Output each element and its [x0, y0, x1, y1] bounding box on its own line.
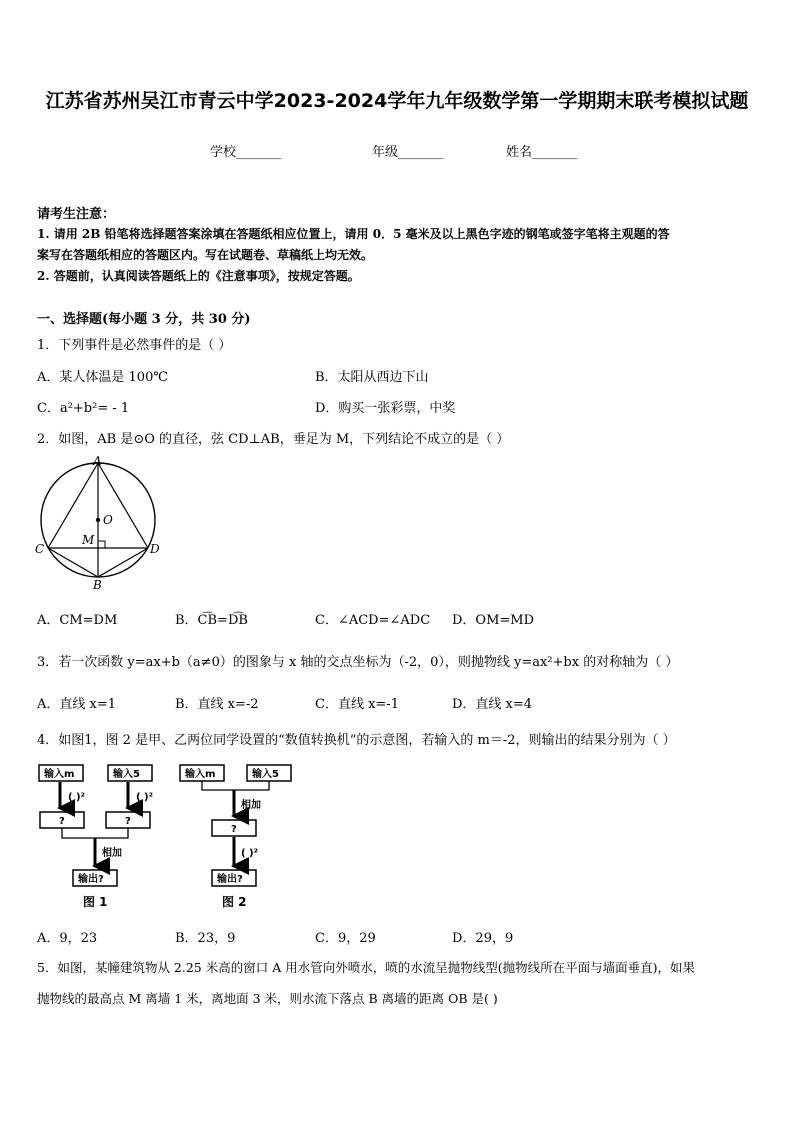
- q5-line-2: 抛物线的最高点 M 离墙 1 米，离地面 3 米，则水流下落点 B 离墙的距离 OB 是( ): [37, 991, 498, 1006]
- fig1-input-5-label: 输入5: [113, 769, 140, 780]
- page-title: 江苏省苏州吴江市青云中学2023-2024学年九年级数学第一学期期末联考模拟试题: [45, 90, 749, 112]
- fig1-input-m-label: 输入m: [44, 769, 75, 780]
- fig2-caption: 图 2: [222, 895, 247, 909]
- center-point: [96, 518, 100, 522]
- label-o: O: [103, 513, 113, 527]
- segment-ad: [98, 463, 148, 548]
- q1-option-b: B．太阳从西边下山: [315, 370, 429, 385]
- fig1-caption: 图 1: [83, 895, 108, 909]
- label-m: M: [82, 533, 95, 547]
- circle-figure: [30, 452, 170, 592]
- fig2-q: ?: [231, 824, 237, 835]
- q1-option-d: D．购买一张彩票，中奖: [315, 401, 456, 416]
- fig2-square: ( )²: [241, 848, 259, 859]
- segment-db: [98, 548, 148, 577]
- flowchart-figure: [36, 762, 296, 914]
- q2-stem: 2．如图，AB 是⊙O 的直径，弦 CD⊥AB，垂足为 M，下列结论不成立的是（ ）: [37, 432, 510, 447]
- q4-option-b: B．23，9: [175, 931, 236, 946]
- grade-field: 年级_______: [372, 145, 444, 160]
- fig2-input-m-label: 输入m: [185, 769, 216, 780]
- q4-option-d: D．29，9: [452, 931, 514, 946]
- school-field: 学校_______: [210, 145, 282, 160]
- fig2-output-label: 输出?: [217, 874, 243, 885]
- q1-option-a: A．某人体温是 100℃: [37, 370, 168, 385]
- label-b: B: [93, 578, 102, 592]
- name-field: 姓名_______: [506, 145, 578, 160]
- fig1-q-2: ?: [125, 816, 131, 827]
- q1-stem: 1．下列事件是必然事件的是（ ）: [37, 338, 232, 353]
- fig1-add-label: 相加: [102, 848, 122, 859]
- fig1-q-1: ?: [59, 816, 65, 827]
- q4-stem: 4．如图1，图 2 是甲、乙两位同学设置的“数值转换机”的示意图，若输入的 m＝-2，则输出的结果分别为（ ）: [37, 733, 676, 748]
- label-a: A: [93, 454, 102, 468]
- q3-option-b: B．直线 x=-2: [175, 697, 259, 712]
- fig1-square-1: ( )²: [68, 792, 86, 803]
- q2-option-c: C．∠ACD=∠ADC: [315, 613, 431, 628]
- notice-line-3: 2. 答题前，认真阅读答题纸上的《注意事项》，按规定答题。: [37, 269, 360, 283]
- notice-line-2: 案写在答题纸相应的答题区内。写在试题卷、草稿纸上均无效。: [37, 248, 374, 262]
- fig2-input-5-label: 输入5: [252, 769, 279, 780]
- q2-option-b: B．C͡B=D͡B: [175, 613, 248, 628]
- section-heading: 一、选择题(每小题 3 分，共 30 分): [37, 312, 251, 327]
- q1-option-c: C．a²+b²= - 1: [37, 401, 130, 416]
- notice-line-1: 1. 请用 2B 铅笔将选择题答案涂填在答题纸相应位置上，请用 0．5 毫米及以上黑色字迹的钢笔或签字笔将主观题的答: [37, 227, 670, 241]
- fig1-join-line: [62, 828, 128, 838]
- label-c: C: [35, 542, 45, 556]
- q4-option-c: C．9，29: [315, 931, 376, 946]
- label-d: D: [150, 542, 160, 556]
- notice-heading: 请考生注意：: [37, 207, 116, 222]
- q3-option-d: D．直线 x=4: [452, 697, 533, 712]
- segment-cb: [48, 548, 98, 577]
- q5-line-1: 5．如图，某幢建筑物从 2.25 米高的窗口 A 用水管向外喷水，喷的水流呈抛物线型(抛物线所在平面与墙面垂直)，如果: [37, 960, 695, 975]
- q4-option-a: A．9，23: [37, 931, 98, 946]
- q3-stem: 3．若一次函数 y=ax+b（a≠0）的图象与 x 轴的交点坐标为（-2，0），则抛物线 y=ax²+bx 的对称轴为（ ）: [37, 655, 679, 670]
- fig1-square-2: ( )²: [136, 792, 154, 803]
- fig1-output-label: 输出?: [78, 874, 104, 885]
- fig2-join-line: [202, 781, 269, 790]
- q2-option-a: A．CM=DM: [37, 613, 118, 628]
- q3-option-a: A．直线 x=1: [37, 697, 117, 712]
- fig2-add-label: 相加: [241, 800, 261, 811]
- q3-option-c: C．直线 x=-1: [315, 697, 399, 712]
- right-angle-mark: [98, 541, 105, 548]
- q2-option-d: D．OM=MD: [452, 613, 535, 628]
